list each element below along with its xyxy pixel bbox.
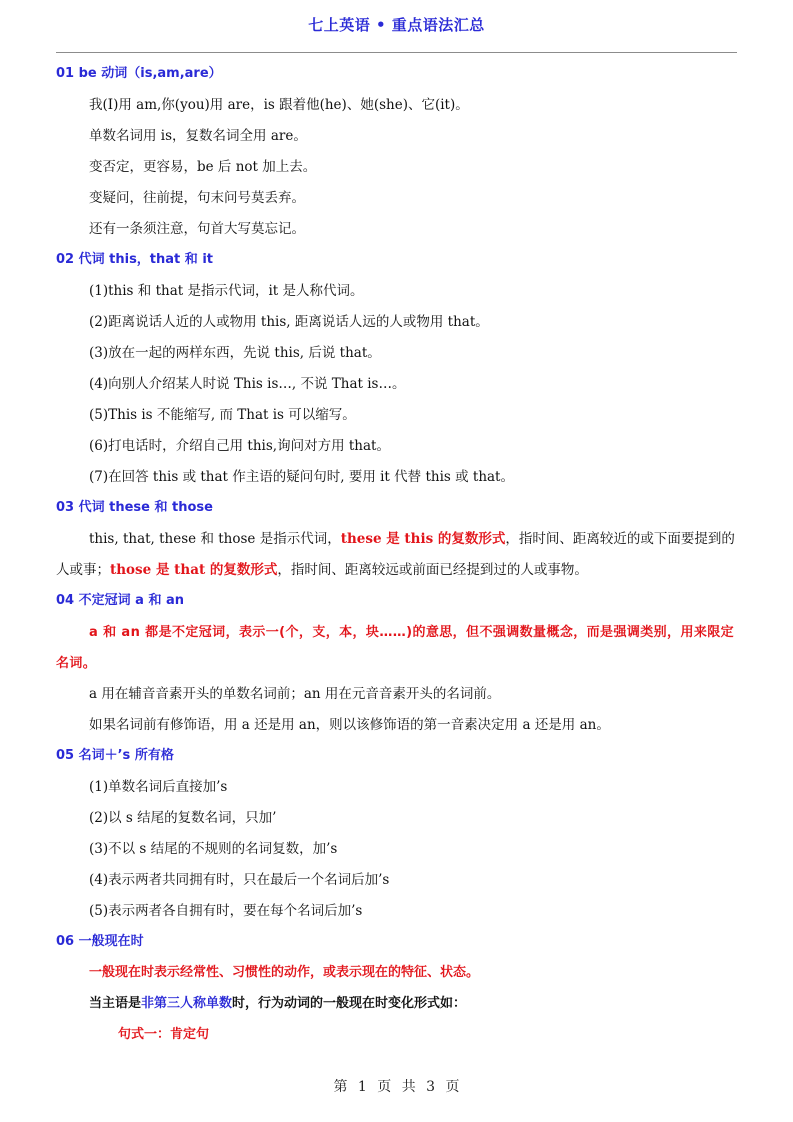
- s03-text-1: this, that, these 和 those 是指示代词，: [89, 531, 341, 547]
- s04-line-1: a 用在辅音音素开头的单数名词前；an 用在元音音素开头的名词前。: [89, 686, 501, 702]
- s02-line-6: (6)打电话时，介绍自己用 this,询问对方用 that。: [89, 438, 390, 454]
- s02-line-2: (2)距离说话人近的人或物用 this, 距离说话人远的人或物用 that。: [89, 314, 489, 330]
- s02-line-4: (4)向别人介绍某人时说 This is…, 不说 That is…。: [89, 376, 406, 392]
- s06-rule-blue: 非第三人称单数: [141, 996, 233, 1011]
- s01-line-1: 我(I)用 am,你(you)用 are，is 跟着他(he)、她(she)、它(it)。: [89, 97, 469, 113]
- s02-line-3: (3)放在一起的两样东西，先说 this, 后说 that。: [89, 345, 381, 361]
- s03-paragraph: [56, 524, 737, 586]
- s03-text-3: ，指时间、距离较远或前面已经提到过的人或事物。: [277, 562, 588, 578]
- s04-line-2: 如果名词前有修饰语，用 a 还是用 an，则以该修饰语的第一音素决定用 a 还是用 an。: [89, 717, 610, 733]
- document-body: [56, 63, 737, 1055]
- s06-rule-line: [56, 993, 737, 1024]
- s06-rule-a: 当主语是: [89, 996, 142, 1011]
- section-05-heading: 05 名词＋’s 所有格: [56, 748, 174, 763]
- section-04-heading: 04 不定冠词 a 和 an: [56, 593, 184, 608]
- s06-pattern-1: 句式一：肯定句: [118, 1027, 210, 1042]
- header-divider: [56, 52, 737, 53]
- s06-rule-b: 时，行为动词的一般现在时变化形式如：: [232, 996, 467, 1011]
- page-footer-number: 第 1 页 共 3 页: [333, 1079, 460, 1095]
- s06-red-definition: 一般现在时表示经常性、习惯性的动作，或表示现在的特征、状态。: [89, 965, 480, 980]
- s05-line-2: (2)以 s 结尾的复数名词，只加’: [89, 810, 277, 826]
- s05-line-4: (4)表示两者共同拥有时，只在最后一个名词后加’s: [89, 872, 390, 888]
- s01-line-3: 变否定，更容易，be 后 not 加上去。: [89, 159, 317, 175]
- s03-red-1: these 是 this 的复数形式: [340, 531, 506, 547]
- s05-line-1: (1)单数名词后直接加’s: [89, 779, 228, 795]
- s01-line-4: 变疑问，往前提，句末问号莫丢弃。: [89, 190, 305, 206]
- s02-line-1: (1)this 和 that 是指示代词，it 是人称代词。: [89, 283, 364, 299]
- section-01-heading: 01 be 动词（is,am,are）: [56, 66, 222, 81]
- section-06-heading: 06 一般现在时: [56, 934, 144, 949]
- s02-line-5: (5)This is 不能缩写, 而 That is 可以缩写。: [89, 407, 356, 423]
- section-03-heading: 03 代词 these 和 those: [56, 500, 213, 515]
- page-header-title: 七上英语 • 重点语法汇总: [308, 16, 485, 34]
- s03-red-2: those 是 that 的复数形式: [110, 562, 278, 578]
- section-02-heading: 02 代词 this，that 和 it: [56, 252, 213, 267]
- s01-line-2: 单数名词用 is，复数名词全用 are。: [89, 128, 307, 144]
- s05-line-5: (5)表示两者各自拥有时，要在每个名词后加’s: [89, 903, 363, 919]
- s03-text-2: ，指时间、距离较近的或下面要提到的人或事；: [56, 531, 735, 578]
- s05-line-3: (3)不以 s 结尾的不规则的名词复数，加’s: [89, 841, 338, 857]
- s01-line-5: 还有一条须注意，句首大写莫忘记。: [89, 221, 305, 237]
- s02-line-7: (7)在回答 this 或 that 作主语的疑问句时, 要用 it 代替 this 或 that。: [89, 469, 514, 485]
- s04-red-paragraph: a 和 an 都是不定冠词，表示一(个，支，本，块……)的意思，但不强调数量概念，而是强调类别，用来限定名词。: [56, 625, 735, 671]
